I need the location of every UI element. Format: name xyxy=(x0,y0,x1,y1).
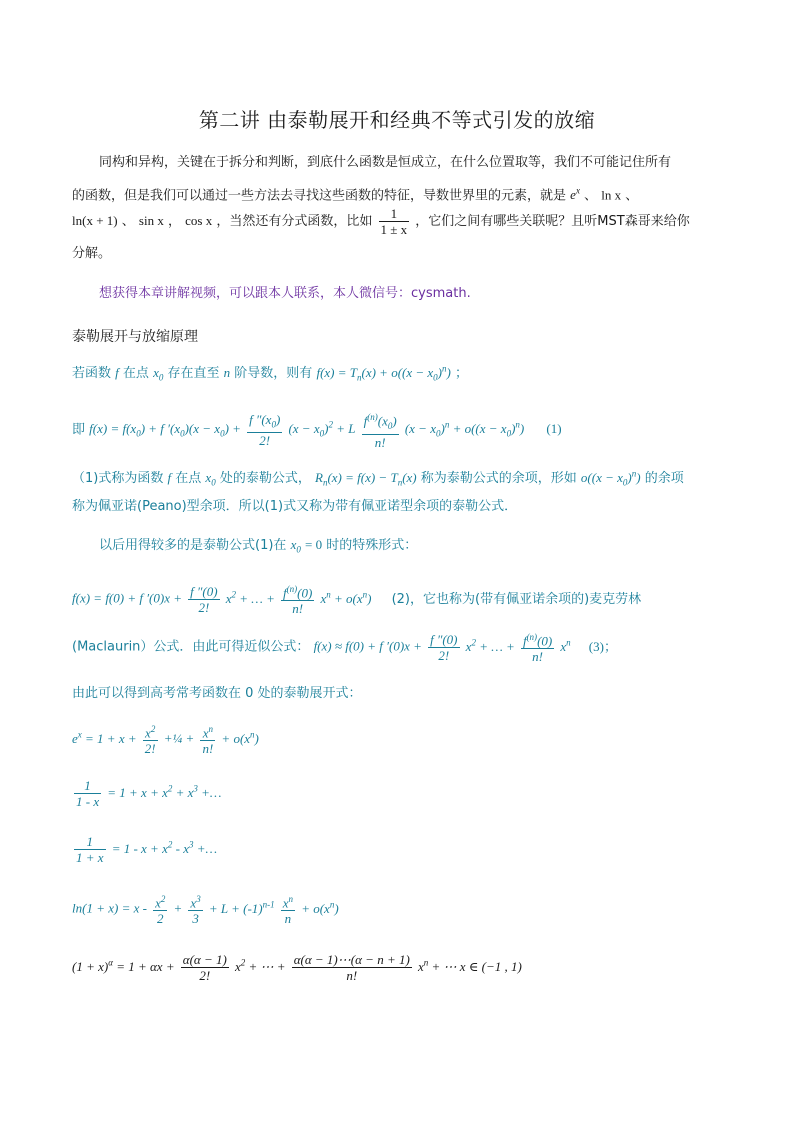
expansion-inv-1-plus-x: $\frac{1}{1 + x}$ = $1 - x + x^2 - x^3$ +… xyxy=(76,834,218,865)
taylor-formula-1: 即 $f(x) = f(x_0) + f$ $'(x_0)(x - x_0)$ + $\frac{f ''(x_0)}{2!}$ $(x - x_0)^2 + L$ $\frac{f^{(n)}(x_0)}{n!}$ $(x - x_0)^n + o((x - x_0)^n)$ (1) xyxy=(72,411,562,450)
special-case-line: 以后用得较多的是泰勒公式(1)在 $x_0 = 0$ 时的特殊形式： xyxy=(99,537,418,555)
maclaurin-formula-2: f(x) = f(0) + f ′(0)x + $\frac{f ''(0)}{2!}$ $x^2$ + … + $\frac{f^{(n)}(0)}{n!}$ $x^n + o(x^n)$ (2)，它也称为(带有佩亚诺余项的)麦克劳林 xyxy=(72,583,642,617)
intro-line-3: ln(x + 1) 、 sin x ， cos x ，当然还有分式函数，比如 $\frac{1}{1 \pm x}$ ，它们之间有哪些关联呢？且听MST森哥来给你 xyxy=(72,206,690,237)
expansion-exp: $e^x = 1 + x$ + $\frac{x^2}{2!}$ +¼ + $\frac{x^n}{n!}$ + $o(x^n)$ xyxy=(72,724,259,757)
taylor-definition-formula: $f(x) = T_n(x) + o((x - x_0)^n)$ xyxy=(316,363,451,383)
equation-label-3: (3)； xyxy=(588,638,617,654)
fraction-1-over-1-pm-x: $\frac{1}{1 \pm x}$ xyxy=(380,206,408,237)
sin-symbol: sin x xyxy=(138,213,164,228)
equation-label-1: (1) xyxy=(546,421,562,437)
intro-paragraph xyxy=(72,149,724,177)
fraction-fn-over-nfact-approx: $\frac{f^{(n)}(0)}{n!}$ xyxy=(522,632,553,665)
expansion-ln: ln(1 + x) = x - $\frac{x^2}{2}$ + $\frac{x^3}{3}$ + $L + (-1)^{n-1}$ $\frac{x^n}{n}$ + $o(x^n)$ xyxy=(72,894,339,927)
page-title: 第二讲 由泰勒展开和经典不等式引发的放缩 xyxy=(198,108,596,132)
intro-line-1: 同构和异构，关键在于拆分和判断，到底什么函数是恒成立，在什么位置取等，我们不可能记住所有 xyxy=(99,155,672,170)
expansion-inv-1-minus-x: $\frac{1}{1 - x}$ = $1 + x + x^2 + x^3$ +… xyxy=(76,778,222,809)
fraction-fn-over-nfact: $\frac{f^{(n)}(0)}{n!}$ xyxy=(283,584,313,617)
maclaurin-label: (2)，它也称为(带有佩亚诺余项的)麦克劳林 xyxy=(391,591,642,607)
fraction-f2-over-2fact: $\frac{f ''(0)}{2!}$ xyxy=(190,583,218,615)
remark-line-1: （1)式称为函数 f 在点 $x_0$ 处的泰勒公式， $R_n(x) = f(x) - T_n(x)$ 称为泰勒公式的余项，形如 $o((x - x_0)^n)$ 的余项 xyxy=(72,468,684,488)
exp-symbol: $e^x$ xyxy=(570,186,580,203)
remark-line-2: 称为佩亚诺(Peano)型余项．所以(1)式又称为带有佩亚诺型余项的泰勒公式． xyxy=(72,499,518,514)
cos-symbol: cos x xyxy=(185,213,213,228)
lnx-symbol: ln x xyxy=(601,187,622,203)
intro-line-2: 的函数，但是我们可以通过一些方法去寻找这些函数的特征，导数世界里的元素，就是 $e^x$ 、 ln x 、 xyxy=(72,186,639,204)
ln-x-plus-1-symbol: ln(x + 1) xyxy=(72,213,118,228)
fraction-second-derivative: $\frac{f ''(x_0)}{2!}$ xyxy=(249,411,281,449)
expansion-binomial: $(1 + x)^\alpha = 1 + \alpha x$ + $\frac{\alpha(\alpha - 1)}{2!}$ $x^2$ + ⋯ + $\frac{\alpha(\alpha - 1)\cdots(\alpha - n + 1)}{n!}$ $x^n$ + ⋯ x ∈ (−1 , 1) xyxy=(72,952,522,983)
fraction-nth-derivative: $\frac{f^{(n)}(x_0)}{n!}$ xyxy=(363,412,397,450)
section-heading: 泰勒展开与放缩原理 xyxy=(72,329,198,345)
video-note: 想获得本章讲解视频，可以跟本人联系，本人微信号：cysmath. xyxy=(99,286,471,301)
intro-line-4: 分解。 xyxy=(72,246,112,261)
expansions-intro: 由此可以得到高考常考函数在 0 处的泰勒展开式： xyxy=(72,686,362,701)
approx-formula-3: (Maclaurin）公式．由此可得近似公式： f(x) ≈ f(0) + f ′(0)x + $\frac{f ''(0)}{2!}$ $x^2$ + … + $\frac{f^{(n)}(0)}{n!}$ $x^n$ (3)； xyxy=(72,631,617,665)
definition-line: 若函数 f 在点 $x_0$ 存在直至 n 阶导数，则有 $f(x) = T_n(x) + o((x - x_0)^n)$ ； xyxy=(72,363,469,383)
fraction-f2-over-2fact-approx: $\frac{f ''(0)}{2!}$ xyxy=(430,631,458,663)
